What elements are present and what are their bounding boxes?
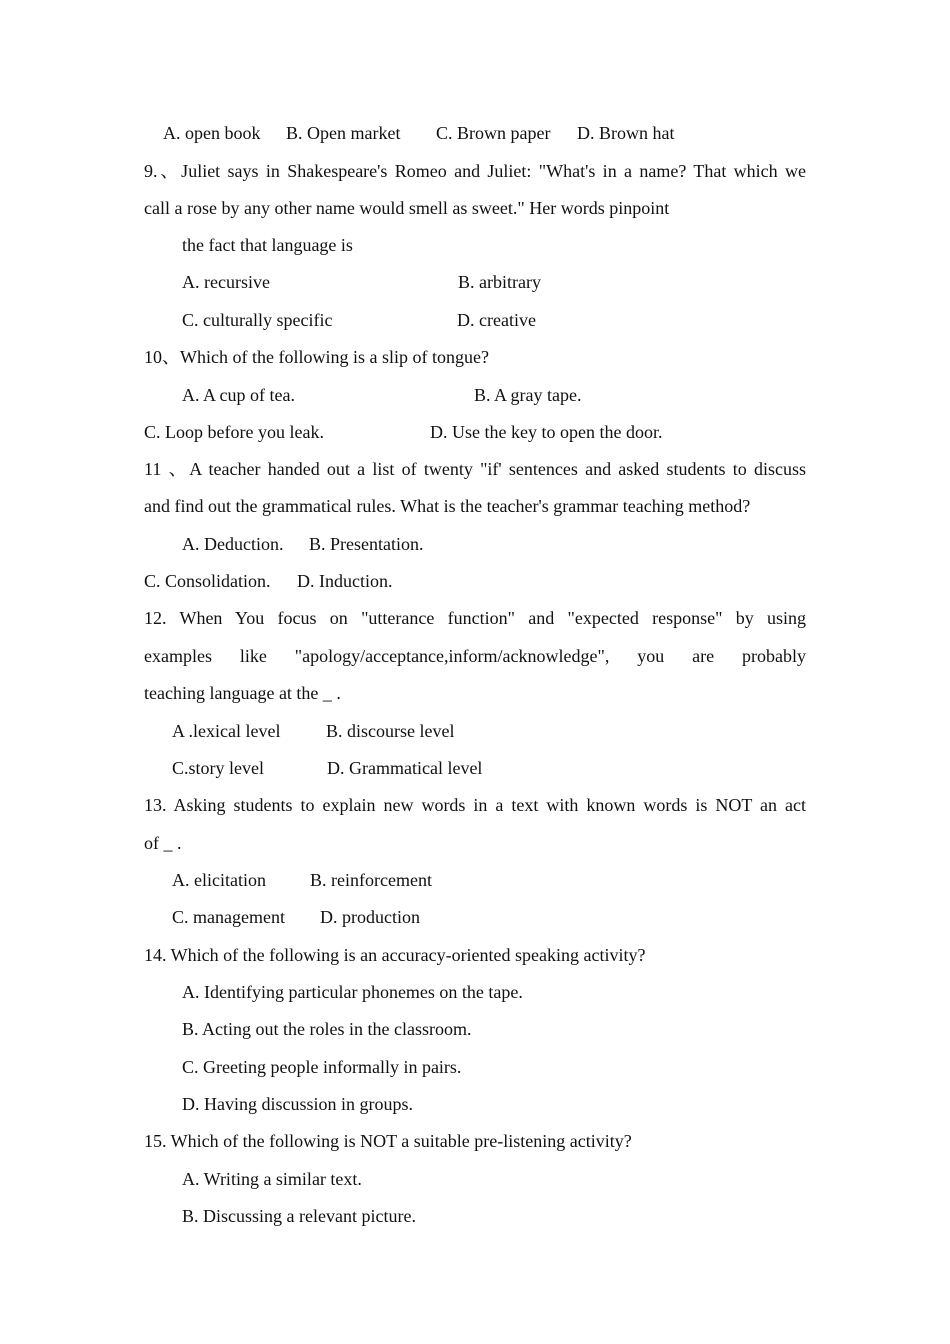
- q12-stem-line-2: examples like "apology/acceptance,inform/acknowledge", you are probably: [144, 646, 806, 666]
- q14-option-b: B. Acting out the roles in the classroom.: [182, 1019, 472, 1039]
- q9-option-a: A. recursive: [182, 272, 270, 292]
- q13-option-b: B. reinforcement: [310, 870, 432, 890]
- q10-option-a: A. A cup of tea.: [182, 385, 295, 405]
- q9-stem-line-2: call a rose by any other name would smell as sweet." Her words pinpoint: [144, 198, 670, 218]
- q10-option-b: B. A gray tape.: [474, 385, 582, 405]
- q11-stem-line-2: and find out the grammatical rules. What is the teacher's grammar teaching method?: [144, 496, 751, 516]
- q15-stem: 15. Which of the following is NOT a suitable pre-listening activity?: [144, 1131, 632, 1151]
- q13-option-a: A. elicitation: [172, 870, 266, 890]
- q13-stem-line-1: 13. Asking students to explain new words in a text with known words is NOT an act: [144, 795, 806, 815]
- q12-stem-line-1: 12. When You focus on "utterance function" and "expected response" by using: [144, 608, 806, 628]
- q12-option-b: B. discourse level: [326, 721, 455, 741]
- q8-option-a: A. open book: [163, 123, 261, 143]
- q10-option-d: D. Use the key to open the door.: [430, 422, 663, 442]
- q14-option-d: D. Having discussion in groups.: [182, 1094, 413, 1114]
- q11-option-a: A. Deduction.: [182, 534, 284, 554]
- q10-stem: 10、Which of the following is a slip of tongue?: [144, 347, 489, 367]
- q11-option-c: C. Consolidation.: [144, 571, 271, 591]
- q12-stem-line-3: teaching language at the _ .: [144, 683, 341, 703]
- q12-option-a: A .lexical level: [172, 721, 281, 741]
- q15-option-a: A. Writing a similar text.: [182, 1169, 362, 1189]
- q8-option-d: D. Brown hat: [577, 123, 675, 143]
- q12-option-d: D. Grammatical level: [327, 758, 483, 778]
- q9-option-b: B. arbitrary: [458, 272, 541, 292]
- q14-option-a: A. Identifying particular phonemes on the tape.: [182, 982, 523, 1002]
- q8-option-c: C. Brown paper: [436, 123, 551, 143]
- q11-option-d: D. Induction.: [297, 571, 393, 591]
- q10-option-c: C. Loop before you leak.: [144, 422, 324, 442]
- q11-option-b: B. Presentation.: [309, 534, 424, 554]
- q13-option-d: D. production: [320, 907, 420, 927]
- q12-option-c: C.story level: [172, 758, 264, 778]
- q11-stem-line-1: 11 、A teacher handed out a list of twenty "if' sentences and asked students to discuss: [144, 459, 806, 479]
- q15-option-b: B. Discussing a relevant picture.: [182, 1206, 416, 1226]
- q13-stem-line-2: of _ .: [144, 833, 182, 853]
- q9-option-d: D. creative: [457, 310, 536, 330]
- q9-stem-line-1: 9.、Juliet says in Shakespeare's Romeo and Juliet: "What's in a name? That which we: [144, 161, 806, 181]
- q14-option-c: C. Greeting people informally in pairs.: [182, 1057, 462, 1077]
- q8-option-b: B. Open market: [286, 123, 401, 143]
- q14-stem: 14. Which of the following is an accuracy-oriented speaking activity?: [144, 945, 646, 965]
- q9-option-c: C. culturally specific: [182, 310, 333, 330]
- q9-stem-line-3: the fact that language is: [182, 235, 353, 255]
- q13-option-c: C. management: [172, 907, 285, 927]
